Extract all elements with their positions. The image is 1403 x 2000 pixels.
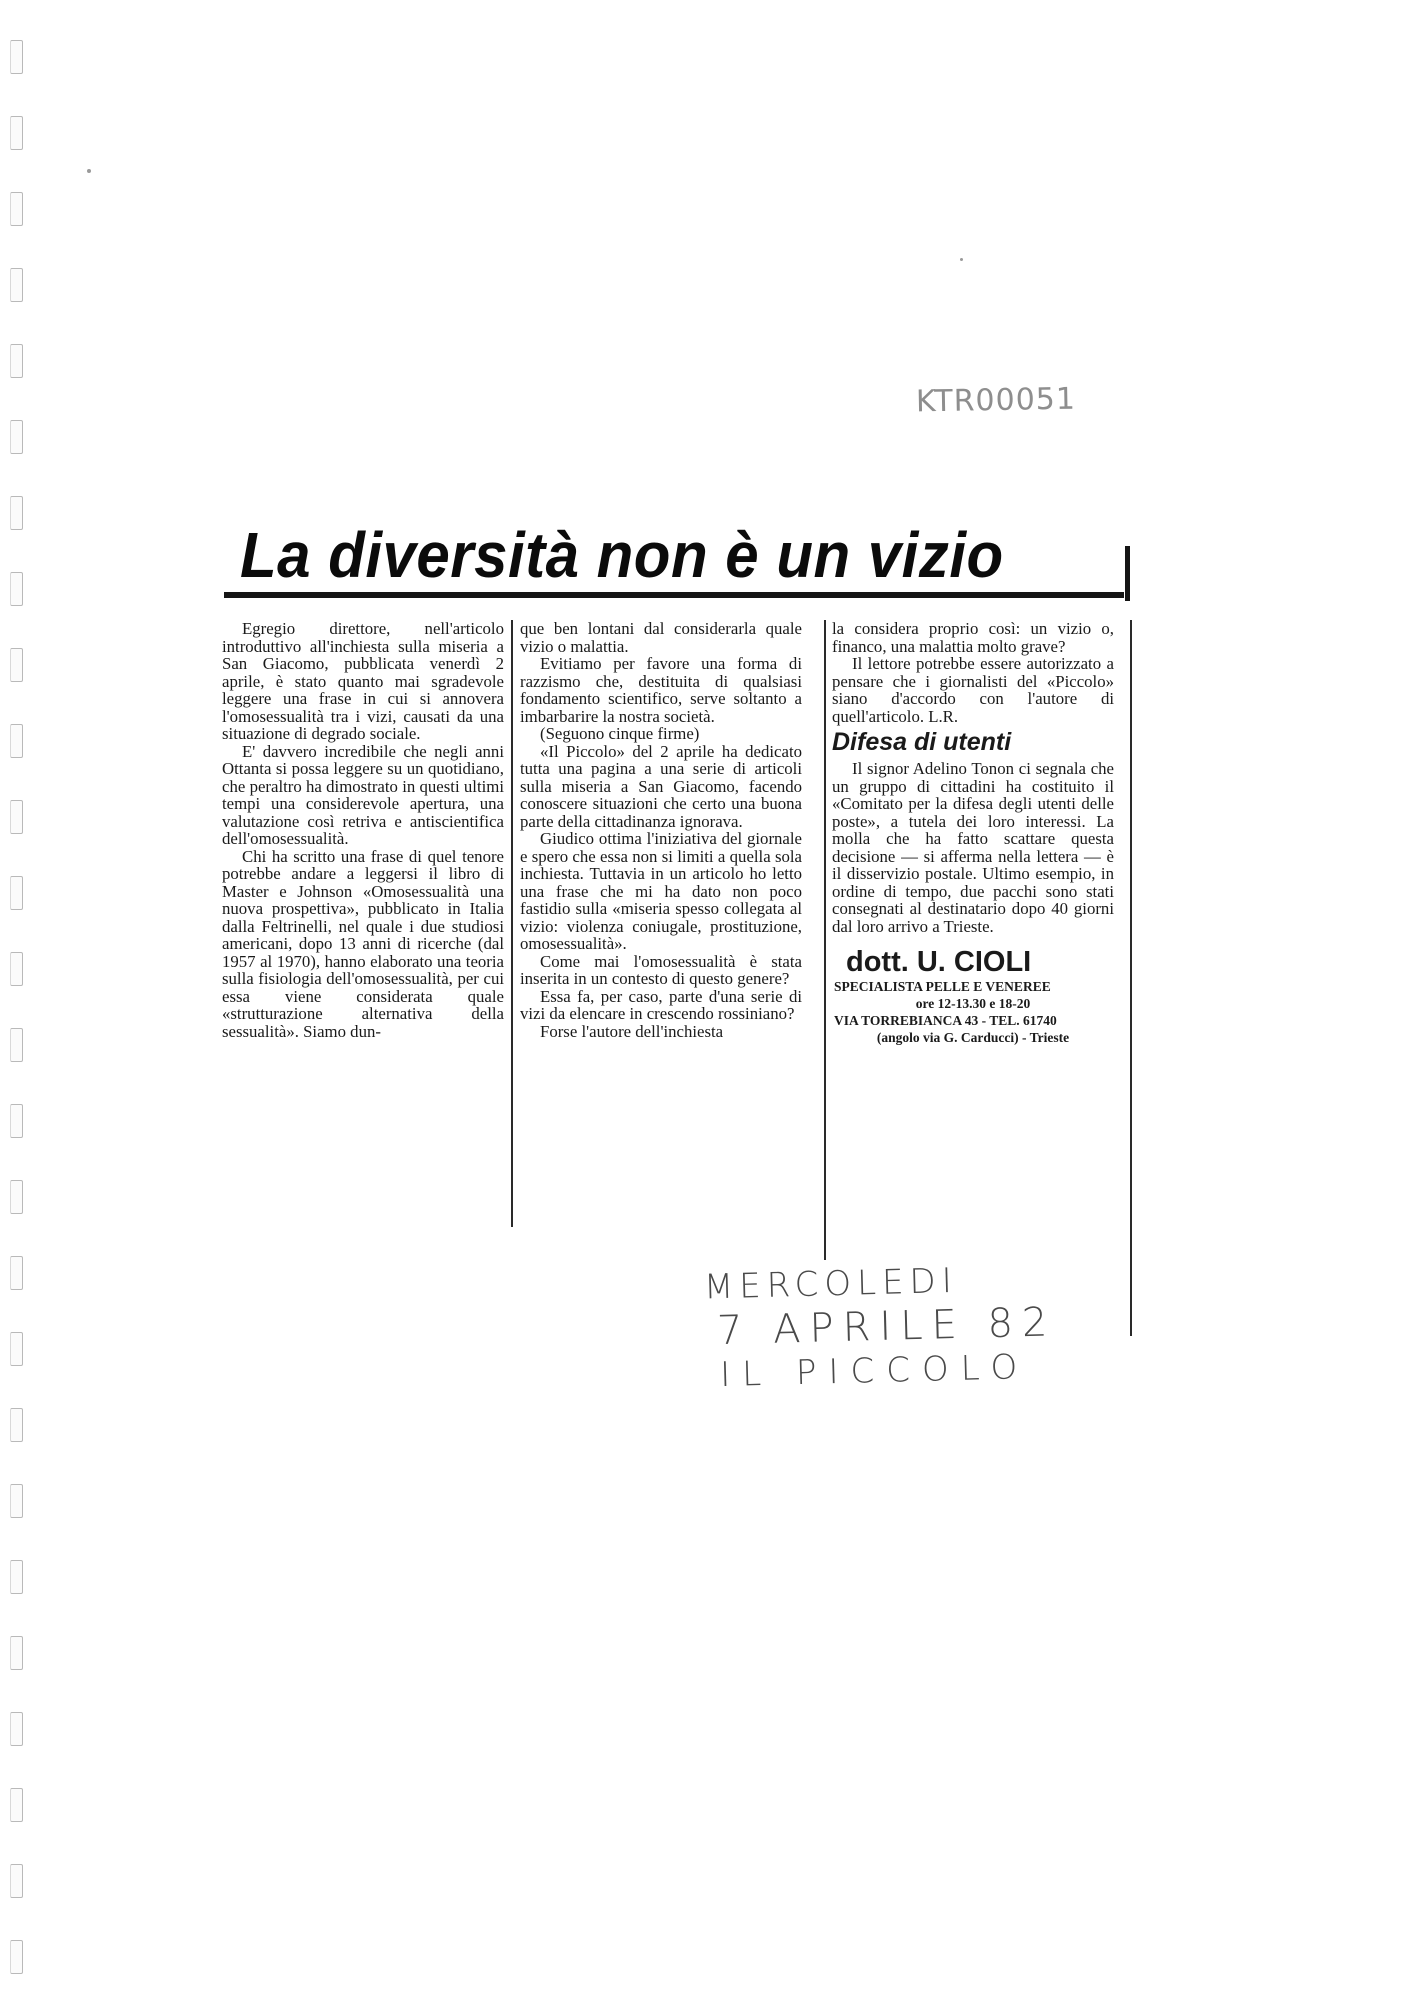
article-column-1 [222,620,504,1040]
article-column-3 [832,620,1114,1046]
handwritten-date: 7 APRILE 82 [716,1299,1057,1355]
handwritten-day: MERCOLEDI [703,1260,959,1308]
speck-mark [87,169,91,173]
binder-hole [10,648,23,682]
binder-hole [10,1636,23,1670]
binder-hole [10,40,23,74]
archive-code-stamp: KTR00051 [915,381,1077,420]
signatures-note: (Seguono cinque firme) [540,724,700,743]
binder-hole [10,1408,23,1442]
binder-hole [10,1180,23,1214]
binder-hole [10,724,23,758]
paragraph: Come mai l'omosessualità è stata inserita in un contesto di questo genere? [520,951,802,988]
binder-hole [10,1104,23,1138]
headline-side-rule [1125,546,1130,601]
paragraph: Essa fa, per caso, parte d'una serie di vizi da elencare in crescendo rossiniano? [520,986,802,1023]
binder-hole [10,116,23,150]
headline: La diversità non è un vizio [240,519,1004,591]
binder-hole [10,420,23,454]
newspaper-clipping [222,519,1134,1244]
paragraph: Giudico ottima l'iniziativa del giornale e spero che essa non si limiti a quella sola inchiesta. Tuttavia in un articolo ho letto una frase che mi ha dato non poco fastidio sulla «miseria spesso collegata al vizio: violenza coniugale, prostituzione, omosessualità». [520,829,802,953]
binder-hole [10,1712,23,1746]
binder-hole [10,496,23,530]
ad-specialty: SPECIALISTA PELLE E VENEREE [834,979,1051,994]
doctor-advertisement [832,947,1114,1046]
column-divider [511,620,513,1227]
paragraph: Egregio direttore, nell'articolo introduttivo all'inchiesta sulla miseria a San Giacomo, pubblicata venerdì 2 aprile, è stato quanto mai sgradevole leggere una frase in cui si annovera l'omosessualità tra i vizi, causati da una situazione di degrado sociale. [222,619,504,743]
binder-hole [10,952,23,986]
binder-hole [10,1028,23,1062]
paragraph: Evitiamo per favore una forma di razzismo che, destituita di qualsiasi fondamento scientifico, serve soltanto a imbarbarire la nostra società. [520,654,802,726]
binder-hole [10,1560,23,1594]
ad-note: (angolo via G. Carducci) - Trieste [876,1030,1070,1045]
ad-doctor-name: dott. U. CIOLI [846,946,1032,978]
headline-rule [224,592,1124,598]
column-divider [1130,620,1132,1336]
binder-hole [10,1940,23,1974]
paragraph: Il signor Adelino Tonon ci segnala che un gruppo di cittadini ha costituito il «Comitato per la difesa degli utenti delle poste», a tutela dei loro interessi. La molla che ha fatto scattare questa decisione — si afferma nella lettera — è il disservizio postale. Ultimo esempio, in ordine di tempo, due pacchi sono stati consegnati al destinatario dopo 40 giorni dal loro arrivo a Trieste. [832,759,1114,936]
ad-hours: ore 12-13.30 e 18-20 [915,996,1031,1011]
paragraph: Forse l'autore dell'inchiesta [540,1021,724,1041]
binder-hole [10,1256,23,1290]
paragraph: Chi ha scritto una frase di quel tenore potrebbe andare a leggersi il libro di Master e Johnson «Omosessualità una nuova prospettiva», pubblicato in Italia dalla Feltrinelli, nel quale i due studiosi americani, dopo 13 anni di ricerche (dal 1957 al 1970), hanno elaborato una teoria sulla fisiologia dell'omosessualità, per cui essa viene considerata quale «strutturazione alternativa della sessualità». Siamo dun- [222,846,504,1041]
handwritten-source: IL PICCOLO [719,1347,1030,1396]
handwritten-annotation [703,1255,1126,1398]
binder-hole [10,344,23,378]
ad-address: VIA TORREBIANCA 43 - TEL. 61740 [834,1013,1057,1028]
binder-hole [10,1864,23,1898]
binder-hole [10,1332,23,1366]
binder-hole [10,876,23,910]
paragraph: Il lettore potrebbe essere autorizzato a pensare che i giornalisti del «Piccolo» siano d'accordo con l'autore di quell'articolo. L.R. [832,654,1114,726]
paragraph: la considera proprio così: un vizio o, financo, una malattia molto grave? [832,619,1114,656]
article-column-2 [520,620,802,1040]
binder-holes [6,0,26,2000]
column-divider [824,620,826,1260]
binder-hole [10,192,23,226]
binder-hole [10,1484,23,1518]
paragraph: que ben lontani dal considerarla quale vizio o malattia. [520,619,802,656]
speck-mark [960,258,963,261]
binder-hole [10,1788,23,1822]
paragraph: E' davvero incredibile che negli anni Ottanta si possa leggere su un quotidiano, che peraltro ha dimostrato in questi ultimi tempi una considerevole apertura, una valutazione così retriva e antiscientifica dell'omosessualità. [222,741,504,848]
paragraph: «Il Piccolo» del 2 aprile ha dedicato tutta una pagina a una serie di articoli sulla miseria a San Giacomo, facendo conoscere situazioni che certo una buona parte della cittadinanza ignorava. [520,741,802,831]
binder-hole [10,800,23,834]
binder-hole [10,572,23,606]
binder-hole [10,268,23,302]
subheading: Difesa di utenti [832,728,1012,756]
